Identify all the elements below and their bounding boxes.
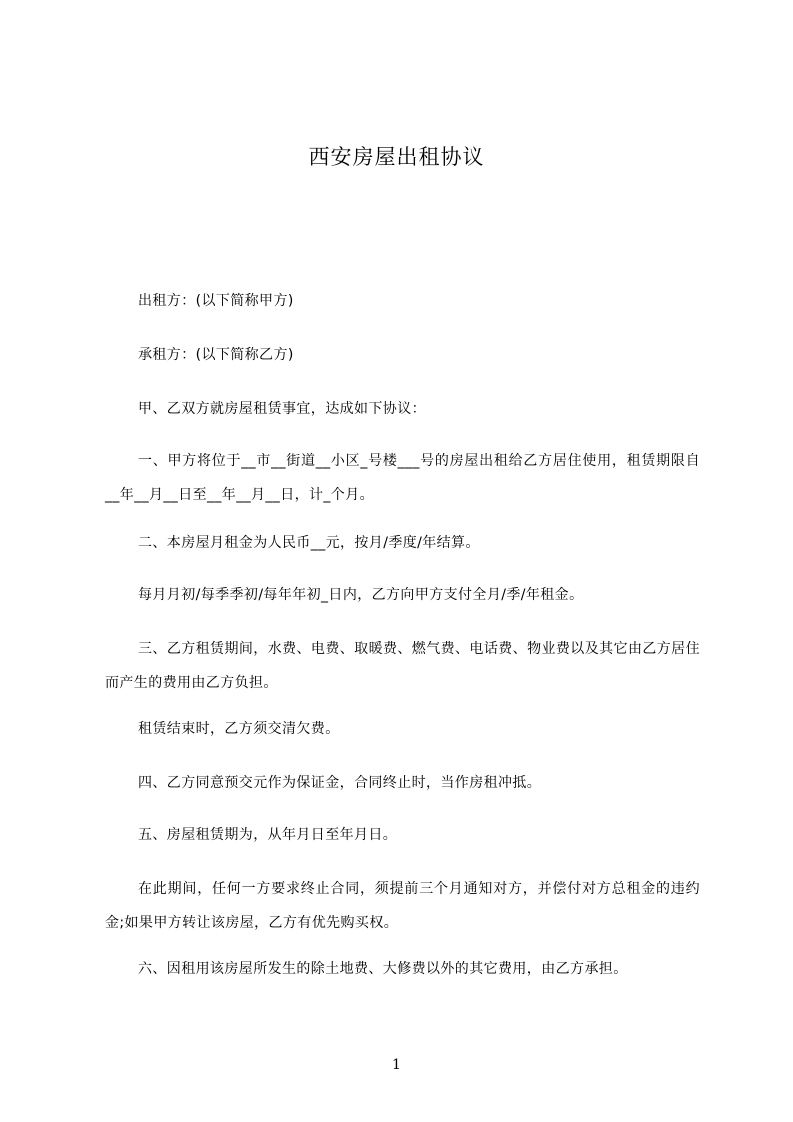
paragraph-agreement-intro: 甲、乙双方就房屋租赁事宜，达成如下协议： xyxy=(138,401,426,417)
paragraph-clause-5: 五、房屋租赁期为，从年月日至年月日。 xyxy=(138,827,398,843)
paragraph-clause-3-settlement: 租赁结束时，乙方须交清欠费。 xyxy=(138,721,340,737)
paragraph-clause-2: 二、本房屋月租金为人民币__元，按月/季度/年结算。 xyxy=(138,535,480,551)
paragraph-clause-4: 四、乙方同意预交元作为保证金，合同终止时，当作房租冲抵。 xyxy=(138,775,542,791)
paragraph-clause-3: 三、乙方租赁期间，水费、电费、取暖费、燃气费、电话费、物业费以及其它由乙方居住而产生的费用由乙方负担。 xyxy=(105,641,700,691)
paragraph-clause-6: 六、因租用该房屋所发生的除土地费、大修费以外的其它费用，由乙方承担。 xyxy=(138,961,628,977)
paragraph-clause-5-termination: 在此期间，任何一方要求终止合同，须提前三个月通知对方，并偿付对方总租金的违约金;如果甲方转让该房屋，乙方有优先购买权。 xyxy=(105,881,700,931)
paragraph-lessor: 出租方：(以下简称甲方) xyxy=(138,293,294,309)
paragraph-clause-2-payment: 每月月初/每季季初/每年年初_日内，乙方向甲方支付全月/季/年租金。 xyxy=(138,587,584,603)
page-number: 1 xyxy=(392,1057,401,1073)
paragraph-lessee: 承租方：(以下简称乙方) xyxy=(138,347,294,363)
paragraph-clause-1: 一、甲方将位于__市__街道__小区_号楼___号的房屋出租给乙方居住使用，租赁期限自__年__月__日至__年__月__日，计_个月。 xyxy=(105,453,700,503)
document-title: 西安房屋出租协议 xyxy=(308,145,485,169)
